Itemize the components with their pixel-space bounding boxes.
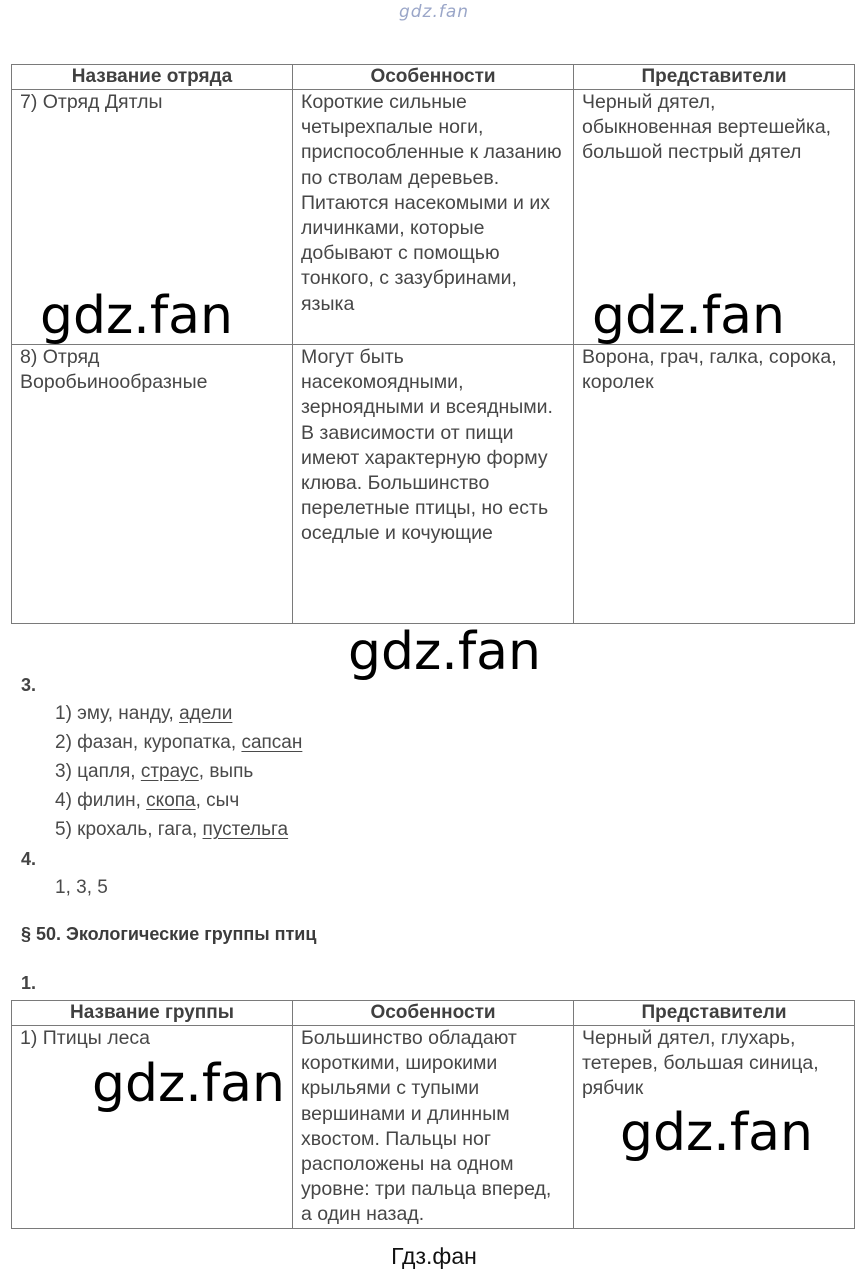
table-row	[12, 345, 855, 624]
column-header-features: Особенности	[293, 1001, 574, 1026]
table-cell-features: Могут быть насекомоядными, зерноядными и всеядными. В зависимости от пищи имеют характерную форму клюва. Большинство перелетные птицы, но есть оседлые и кочующие	[293, 345, 574, 624]
underlined-answer: адели	[179, 703, 233, 724]
answer-line: 3) цапля, страус, выпь	[55, 761, 254, 782]
underlined-answer: пустельга	[202, 819, 289, 840]
task-4-number: 4.	[21, 849, 37, 869]
table-header-row	[12, 1001, 855, 1026]
table-cell-representatives: Черный дятел, обыкновенная вертешейка, большой пестрый дятел	[574, 90, 855, 345]
table-cell-order-name: 8) Отряд Воробьинообразные	[12, 345, 293, 624]
table-cell-order-name: 7) Отряд Дятлы	[12, 90, 293, 345]
column-header-features: Особенности	[293, 65, 574, 90]
table-cell-features: Большинство обладают короткими, широкими крыльями с тупыми вершинами и длинным хвостом. Пальцы ног расположены на одном уровне: три пальца вперед, а один назад.	[293, 1026, 574, 1229]
table-cell-features: Короткие сильные четырехпалые ноги, приспособленные к лазанию по стволам деревьев. Питаются насекомыми и их личинками, которые добывают с помощью тонкого, с зазубринами, языка	[293, 90, 574, 345]
table-cell-representatives: Ворона, грач, галка, сорока, королек	[574, 345, 855, 624]
watermark: gdz.fan	[592, 286, 785, 346]
column-header-group-name: Название группы	[12, 1001, 293, 1026]
watermark: gdz.fan	[40, 286, 233, 346]
underlined-answer: сапсан	[241, 732, 303, 753]
underlined-answer: скопа	[146, 790, 196, 811]
watermark: gdz.fan	[348, 622, 541, 682]
answer-line: 4) филин, скопа, сыч	[55, 790, 240, 811]
task-1-number: 1.	[21, 973, 37, 993]
section-heading: § 50. Экологические группы птиц	[21, 924, 317, 944]
watermark: gdz.fan	[620, 1103, 813, 1163]
top-watermark: gdz.fan	[398, 2, 470, 22]
column-header-order-name: Название отряда	[12, 65, 293, 90]
answer-line: 1) эму, нанду, адели	[55, 703, 233, 724]
watermark: gdz.fan	[92, 1054, 285, 1114]
answer-line: 2) фазан, куропатка, сапсан	[55, 732, 303, 753]
column-header-representatives: Представители	[574, 65, 855, 90]
table-cell-group-name: 1) Птицы леса	[12, 1026, 293, 1229]
table-cell-representatives: Черный дятел, глухарь, тетерев, большая синица, рябчик	[574, 1026, 855, 1229]
table-header-row	[12, 65, 855, 90]
underlined-answer: страус	[140, 761, 199, 782]
column-header-representatives: Представители	[574, 1001, 855, 1026]
footer-site-name: Гдз.фан	[391, 1243, 477, 1269]
answer-line: 5) крохаль, гага, пустельга	[55, 819, 289, 840]
task-4-answer: 1, 3, 5	[55, 877, 108, 898]
task-3-number: 3.	[21, 675, 37, 695]
